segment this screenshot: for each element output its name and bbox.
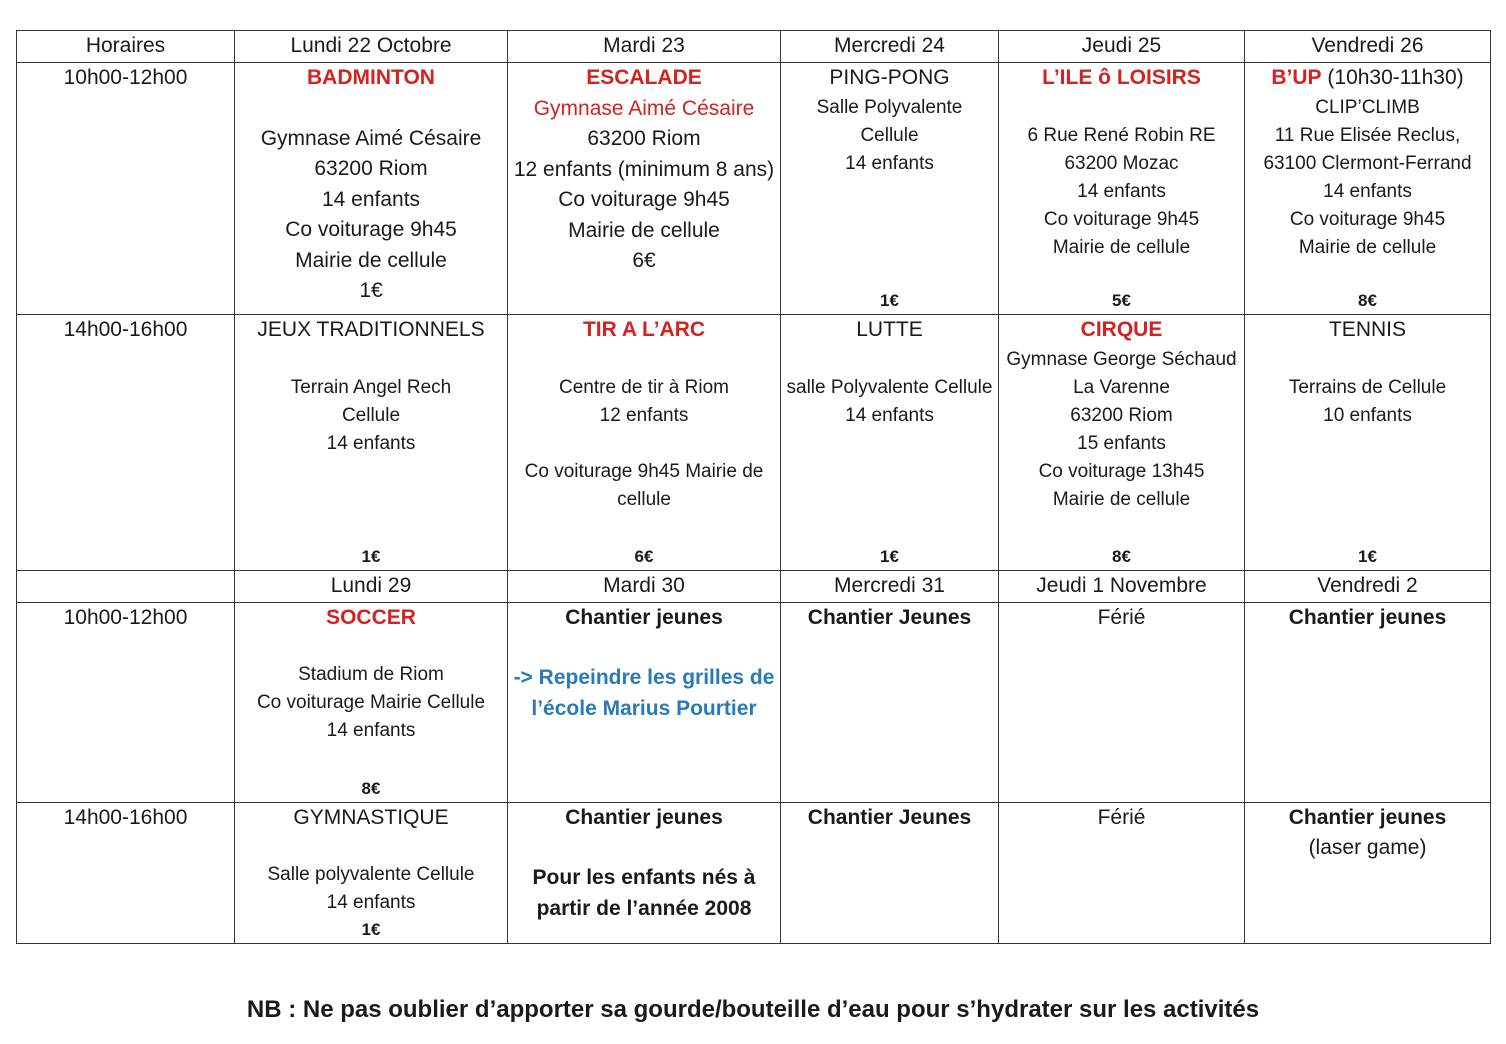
capacity: 10 enfants (1323, 404, 1412, 426)
activity-cell-ping-pong (781, 63, 999, 315)
activity-title: TIR A L’ARC (582, 318, 706, 341)
activity-cell-ferie (999, 602, 1245, 802)
header-day-thu: Jeudi 1 Novembre (999, 571, 1245, 603)
eligibility: Pour les enfants nés à partir de l’année 2008 (532, 866, 756, 920)
town: Cellule (341, 404, 401, 426)
capacity: 14 enfants (845, 404, 934, 426)
postal: 63200 Mozac (1064, 152, 1179, 174)
time-cell: 14h00-16h00 (17, 315, 235, 571)
activity-cell-chantier (781, 602, 999, 802)
district: La Varenne (1073, 376, 1170, 398)
location: Gymnase George Séchaud (1006, 348, 1237, 370)
carpool: Co voiturage 9h45 Mairie de cellule (524, 460, 764, 510)
location: 11 Rue Elisée Reclus, 63100 Clermont-Ferrand (1263, 124, 1472, 174)
header-day-fri: Vendredi 2 (1245, 571, 1491, 603)
price: 1€ (880, 547, 899, 566)
price: 6€ (632, 249, 656, 272)
capacity: 14 enfants (326, 432, 416, 454)
activity-title: Chantier Jeunes (807, 605, 972, 629)
time-cell: 14h00-16h00 (17, 802, 235, 943)
carpool: Co voiturage 9h45 (558, 188, 730, 211)
activity-title: ESCALADE (586, 66, 702, 89)
capacity: 14 enfants (321, 187, 421, 211)
header-horaires: Horaires (17, 31, 235, 63)
price: 1€ (1358, 547, 1377, 566)
price: 8€ (1112, 547, 1131, 566)
location: 6 Rue René Robin RE (1027, 124, 1216, 146)
activity-cell-chantier (508, 602, 781, 802)
meeting-point: Mairie de cellule (1052, 488, 1191, 510)
capacity: 12 enfants (599, 404, 689, 426)
schedule-table (16, 30, 1491, 944)
price: 8€ (1358, 291, 1377, 310)
activity-title: Chantier jeunes (1288, 805, 1447, 829)
capacity: 15 enfants (1077, 432, 1166, 454)
capacity: 14 enfants (1323, 180, 1412, 202)
postal: 63200 Riom (1070, 404, 1173, 426)
header-empty (17, 571, 235, 603)
activity-title: Chantier jeunes (565, 605, 723, 629)
meeting-point: Mairie de cellule (1298, 236, 1437, 258)
postal: 63200 Riom (587, 127, 701, 150)
header-row-week1 (17, 31, 1491, 63)
location: Salle polyvalente Cellule (267, 864, 475, 885)
location: salle Polyvalente Cellule (786, 376, 993, 398)
location: Gymnase Aimé Césaire (260, 126, 482, 150)
row-week1-afternoon (17, 315, 1491, 571)
activity-cell-bup (1245, 63, 1491, 315)
row-week2-morning (17, 602, 1491, 802)
activity-detail: (laser game) (1308, 836, 1427, 859)
header-day-fri: Vendredi 26 (1245, 31, 1491, 63)
price: 1€ (361, 919, 381, 939)
venue: CLIP’CLIMB (1315, 96, 1420, 118)
activity-title: JEUX TRADITIONNELS (257, 318, 485, 341)
activity-title: Férié (1097, 605, 1146, 629)
activity-title: BADMINTON (307, 66, 435, 89)
activity-title: TENNIS (1328, 318, 1406, 341)
location: Terrain Angel Rech (290, 376, 452, 398)
meeting-point: Mairie de cellule (1052, 236, 1191, 258)
capacity: 12 enfants (minimum 8 ans) (513, 157, 775, 181)
carpool: Co voiturage Mairie Cellule (256, 692, 486, 713)
activity-title: L’ILE ô LOISIRS (1042, 66, 1201, 89)
capacity: 14 enfants (326, 720, 416, 741)
activity-cell-ferie (999, 802, 1245, 943)
activity-title: Chantier jeunes (1288, 605, 1447, 629)
postal: 63200 Riom (314, 157, 428, 180)
activity-title: Chantier Jeunes (807, 805, 972, 829)
carpool: Co voiturage 9h45 (285, 218, 457, 241)
location: Salle Polyvalente Cellule (816, 96, 963, 146)
carpool: Co voiturage 13h45 (1038, 460, 1205, 482)
activity-time: (10h30-11h30) (1321, 66, 1464, 89)
task-description: -> Repeindre les grilles de l’école Marius Pourtier (513, 666, 775, 720)
activity-cell-chantier (781, 802, 999, 943)
meeting-point: Mairie de cellule (295, 248, 447, 272)
activity-cell-escalade (508, 63, 781, 315)
meeting-point: Mairie de cellule (568, 218, 720, 242)
activity-title: PING-PONG (829, 66, 950, 89)
activity-title: SOCCER (326, 605, 416, 629)
carpool: Co voiturage 9h45 (1289, 208, 1446, 230)
location: Terrains de Cellule (1288, 376, 1447, 398)
activity-cell-badminton (235, 63, 508, 315)
price: 6€ (634, 547, 654, 566)
activity-title: Chantier jeunes (565, 805, 723, 829)
time-cell: 10h00-12h00 (17, 63, 235, 315)
activity-cell-chantier (1245, 802, 1491, 943)
activity-title: CIRQUE (1080, 318, 1163, 341)
activity-cell-soccer (235, 602, 508, 802)
activity-cell-jeux (235, 315, 508, 571)
location: Centre de tir à Riom (558, 376, 729, 398)
location: Stadium de Riom (298, 664, 444, 685)
header-day-mon: Lundi 22 Octobre (235, 31, 508, 63)
capacity: 14 enfants (845, 152, 934, 174)
activity-cell-gymnastique (235, 802, 508, 943)
header-day-mon: Lundi 29 (235, 571, 508, 603)
activity-title: Férié (1097, 805, 1146, 829)
header-day-wed: Mercredi 24 (781, 31, 999, 63)
header-day-tue: Mardi 23 (508, 31, 781, 63)
activity-cell-lutte (781, 315, 999, 571)
price: 5€ (1112, 291, 1131, 310)
capacity: 14 enfants (326, 892, 416, 913)
row-week1-morning (17, 63, 1491, 315)
activity-title: GYMNASTIQUE (293, 805, 449, 829)
price: 8€ (361, 778, 381, 798)
price: 1€ (361, 547, 381, 566)
price: 1€ (880, 291, 899, 310)
activity-cell-chantier (508, 802, 781, 943)
header-day-tue: Mardi 30 (508, 571, 781, 603)
location: Gymnase Aimé Césaire (533, 96, 755, 120)
capacity: 14 enfants (1077, 180, 1166, 202)
activity-title: LUTTE (856, 318, 923, 341)
activity-cell-cirque (999, 315, 1245, 571)
activity-cell-ile-loisirs (999, 63, 1245, 315)
time-cell: 10h00-12h00 (17, 602, 235, 802)
activity-cell-tennis (1245, 315, 1491, 571)
header-row-week2 (17, 571, 1491, 603)
row-week2-afternoon (17, 802, 1491, 943)
activity-cell-chantier (1245, 602, 1491, 802)
activity-cell-tir-arc (508, 315, 781, 571)
header-day-thu: Jeudi 25 (999, 31, 1245, 63)
activity-title: B’UP (1271, 66, 1322, 89)
price: 1€ (359, 279, 383, 302)
header-day-wed: Mercredi 31 (781, 571, 999, 603)
footer-note: NB : Ne pas oublier d’apporter sa gourde/bouteille d’eau pour s’hydrater sur les activités (246, 996, 1260, 1023)
carpool: Co voiturage 9h45 (1043, 208, 1200, 230)
